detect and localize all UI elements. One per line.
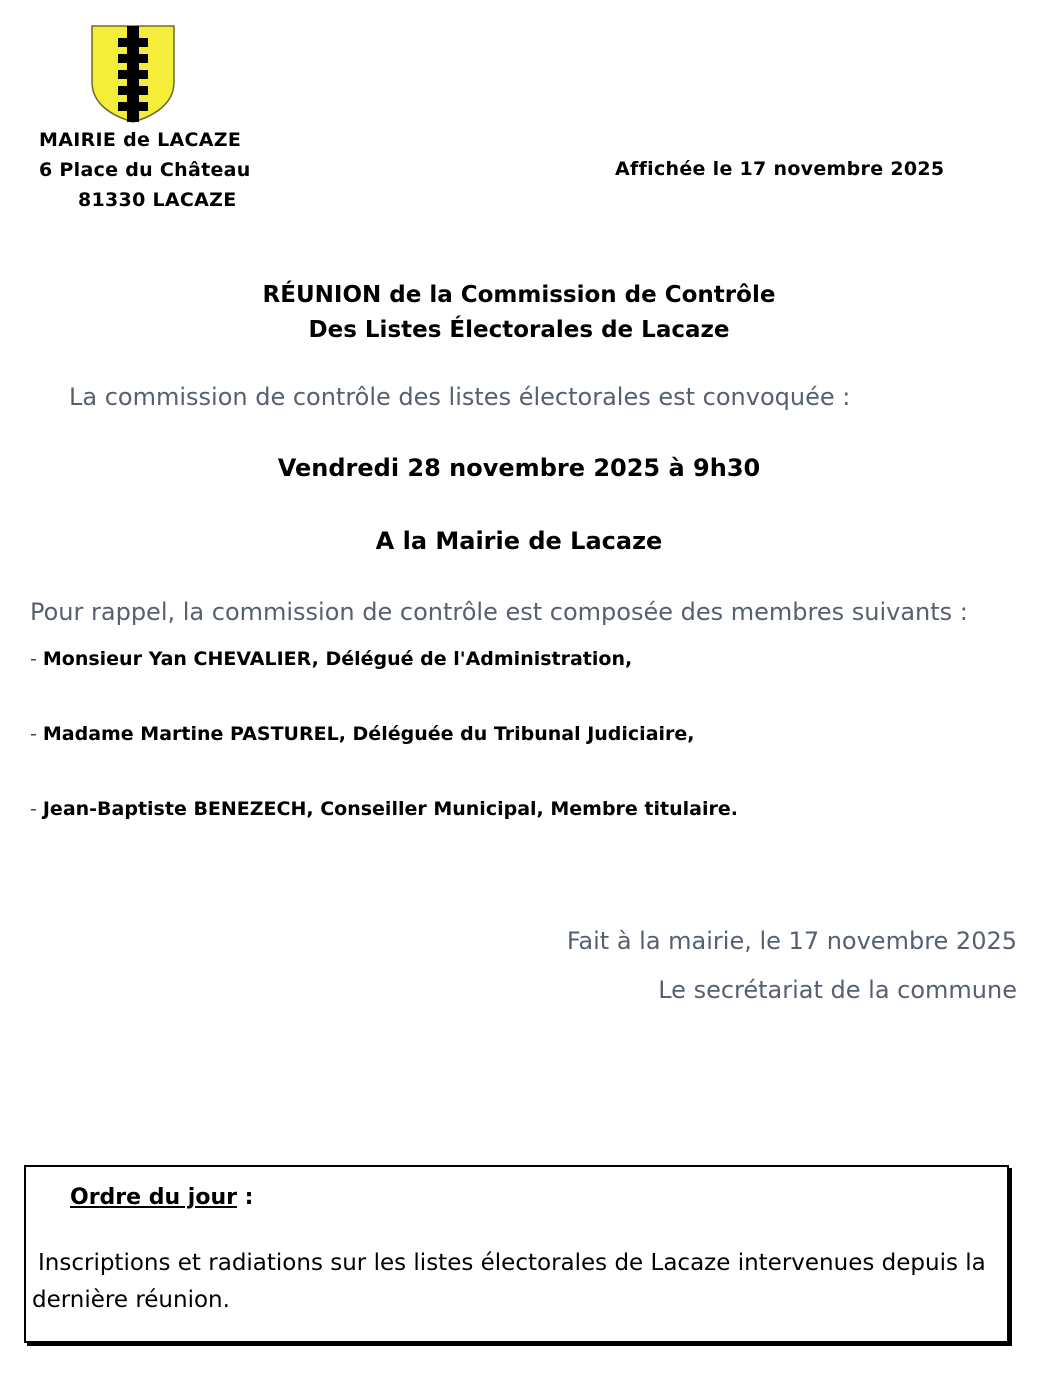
member-name: Madame Martine PASTUREL, Déléguée du Tribunal Judiciaire, (42, 723, 695, 745)
org-name: MAIRIE de LACAZE (39, 129, 242, 151)
meeting-datetime: Vendredi 28 novembre 2025 à 9h30 (277, 454, 761, 482)
title-line2: Des Listes Électorales de Lacaze (308, 317, 730, 343)
signer-text: Le secrétariat de la commune (658, 976, 1017, 1004)
agenda-heading-label: Ordre du jour (70, 1185, 237, 1210)
coat-of-arms-icon (90, 24, 176, 124)
agenda-heading (70, 1185, 253, 1210)
member-name: Jean-Baptiste BENEZECH, Conseiller Municipal, Membre titulaire. (42, 798, 738, 820)
list-item (30, 723, 695, 745)
bullet: - (30, 798, 37, 820)
reminder-text: Pour rappel, la commission de contrôle est composée des membres suivants : (30, 598, 968, 626)
address-line2: 81330 LACAZE (78, 189, 237, 211)
member-name: Monsieur Yan CHEVALIER, Délégué de l'Administration, (42, 648, 633, 670)
list-item (30, 648, 632, 670)
agenda-heading-colon: : (236, 1185, 254, 1210)
agenda-box (24, 1165, 1009, 1343)
title-line1: RÉUNION de la Commission de Contrôle (262, 282, 776, 308)
bullet: - (30, 648, 37, 670)
intro-text: La commission de contrôle des listes électorales est convoquée : (69, 383, 851, 411)
made-at-text: Fait à la mairie, le 17 novembre 2025 (566, 927, 1017, 955)
agenda-text: Inscriptions et radiations sur les listes électorales de Lacaze intervenues depuis la dernière réunion. (32, 1250, 986, 1313)
address-line1: 6 Place du Château (39, 159, 251, 181)
posted-date: Affichée le 17 novembre 2025 (615, 158, 945, 180)
list-item (30, 798, 738, 820)
bullet: - (30, 723, 37, 745)
meeting-location: A la Mairie de Lacaze (375, 527, 663, 555)
